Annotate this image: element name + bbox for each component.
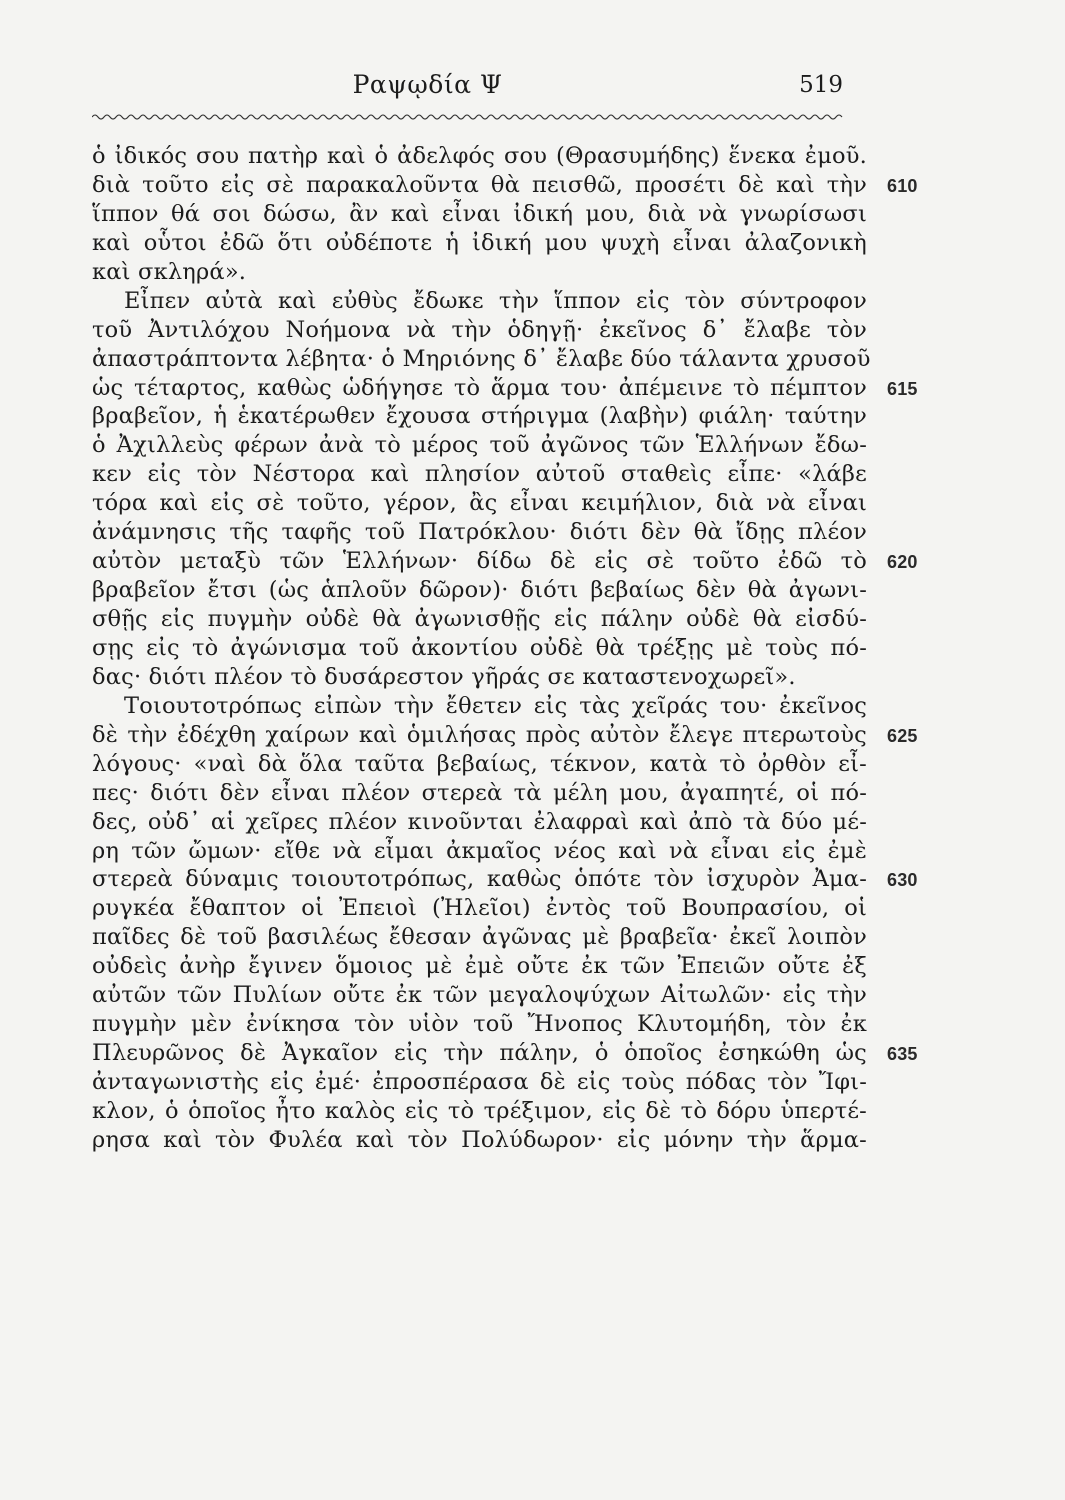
text-line xyxy=(92,952,867,981)
text-line xyxy=(92,663,867,692)
text-line xyxy=(92,489,867,518)
text-line xyxy=(92,634,867,663)
text-line xyxy=(92,1097,867,1126)
text-line xyxy=(92,576,867,605)
text-line xyxy=(92,287,867,316)
text-line xyxy=(92,200,867,229)
text-line-content: πες· διότι δὲν εἶναι πλέον στερεὰ τὰ μέλη μου, ἀγαπητέ, οἱ πό- xyxy=(92,779,867,806)
text-line-content: Πλευρῶνος δὲ Ἀγκαῖον εἰς τὴν πάλην, ὁ ὁποῖος ἐσηκώθη ὡς xyxy=(92,1040,867,1067)
text-line-content: βραβεῖον ἔτσι (ὡς ἁπλοῦν δῶρον)· διότι βεβαίως δὲν θὰ ἀγωνι- xyxy=(92,577,867,604)
text-line-content: Εἶπεν αὐτὰ καὶ εὐθὺς ἔδωκε τὴν ἵππον εἰς τὸν σύντροφον xyxy=(124,287,867,314)
text-line-content: σῃς εἰς τὸ ἀγώνισμα τοῦ ἀκοντίου οὐδὲ θὰ τρέξῃς μὲ τοὺς πό- xyxy=(92,634,867,661)
text-line xyxy=(92,374,918,403)
text-line xyxy=(92,1010,867,1039)
text-line-content: δας· διότι πλέον τὸ δυσάρεστον γῆράς σε καταστενοχωρεῖ». xyxy=(92,663,796,690)
text-line-content: τόρα καὶ εἰς σὲ τοῦτο, γέρον, ἂς εἶναι κειμήλιον, διὰ νὰ εἶναι xyxy=(92,490,867,517)
text-line xyxy=(92,721,918,750)
text-line-content: ἀνάμνησις τῆς ταφῆς τοῦ Πατρόκλου· διότι δὲν θὰ ἴδῃς πλέον xyxy=(92,519,867,546)
text-line xyxy=(92,605,867,634)
text-line-content: Τοιουτοτρόπως εἰπὼν τὴν ἔθετεν εἰς τὰς χεῖράς του· ἐκεῖνος xyxy=(124,692,867,719)
text-line-content: ὁ Ἀχιλλεὺς φέρων ἀνὰ τὸ μέρος τοῦ ἀγῶνος τῶν Ἑλλήνων ἔδω- xyxy=(92,432,867,459)
text-line xyxy=(92,923,867,952)
text-line xyxy=(92,750,867,779)
text-line xyxy=(92,865,918,894)
text-line-content: ὡς τέταρτος, καθὼς ὡδήγησε τὸ ἅρμα του· ἀπέμεινε τὸ πέμπτον xyxy=(92,374,867,401)
text-line xyxy=(92,431,867,460)
text-line xyxy=(92,1039,918,1068)
text-line-content: παῖδες δὲ τοῦ βασιλέως ἔθεσαν ἀγῶνας μὲ βραβεῖα· ἐκεῖ λοιπὸν xyxy=(92,924,867,951)
text-line-content: ἀνταγωνιστὴς εἰς ἐμέ· ἐπροσπέρασα δὲ εἰς τοὺς πόδας τὸν Ἴφι- xyxy=(92,1069,867,1095)
verse-line-number: 625 xyxy=(887,725,918,746)
verse-line-number: 610 xyxy=(887,175,918,196)
text-line xyxy=(92,345,871,374)
text-line-content: διὰ τοῦτο εἰς σὲ παρακαλοῦντα θὰ πεισθῶ, προσέτι δὲ καὶ τὴν xyxy=(92,171,867,198)
text-line-content: κλον, ὁ ὁποῖος ἦτο καλὸς εἰς τὸ τρέξιμον, εἰς δὲ τὸ δόρυ ὑπερτέ- xyxy=(92,1097,867,1124)
text-line xyxy=(92,518,867,547)
text-line-content: καὶ σκληρά». xyxy=(92,258,247,285)
running-head-title: Ραψῳδία Ψ xyxy=(352,70,503,99)
text-line xyxy=(92,460,867,489)
text-line xyxy=(92,981,867,1010)
text-line xyxy=(92,1068,867,1097)
text-line-content: οὐδεὶς ἀνὴρ ἔγινεν ὅμοιος μὲ ἐμὲ οὔτε ἐκ τῶν Ἐπειῶν οὔτε ἐξ xyxy=(92,953,867,980)
page-number: 519 xyxy=(799,72,843,98)
text-line-content: δὲ τὴν ἐδέχθη χαίρων καὶ ὁμιλήσας πρὸς αὐτὸν ἔλεγε πτερωτοὺς xyxy=(92,721,867,748)
text-line xyxy=(92,316,867,345)
text-line-content: αὐτὸν μεταξὺ τῶν Ἑλλήνων· δίδω δὲ εἰς σὲ τοῦτο ἐδῶ τὸ xyxy=(92,548,867,575)
verse-line-number: 630 xyxy=(887,870,918,891)
text-line-content: ρησα καὶ τὸν Φυλέα καὶ τὸν Πολύδωρον· εἰς μόνην τὴν ἅρμα- xyxy=(92,1126,867,1153)
text-line-content: αὐτῶν τῶν Πυλίων οὔτε ἐκ τῶν μεγαλοψύχων Αἰτωλῶν· εἰς τὴν xyxy=(92,982,867,1009)
text-line xyxy=(92,808,867,837)
text-line xyxy=(92,258,867,287)
text-line xyxy=(92,779,867,808)
text-line-content: τοῦ Ἀντιλόχου Νοήμονα νὰ τὴν ὁδηγῇ· ἐκεῖνος δ᾽ ἔλαβε τὸν xyxy=(92,316,867,343)
page-body xyxy=(92,142,918,1155)
text-line-content: ὁ ἰδικός σου πατὴρ καὶ ὁ ἀδελφός σου (Θρασυμήδης) ἕνεκα ἐμοῦ. xyxy=(92,143,867,169)
text-line-content: ρη τῶν ὤμων· εἴθε νὰ εἶμαι ἀκμαῖος νέος καὶ νὰ εἶναι εἰς ἐμὲ xyxy=(92,837,867,864)
text-line-content: ἵππον θά σοι δώσω, ἂν καὶ εἶναι ἰδική μου, διὰ νὰ γνωρίσωσι xyxy=(92,200,867,227)
text-line-content: σθῇς εἰς πυγμὴν οὐδὲ θὰ ἀγωνισθῇς εἰς πάλην οὐδὲ θὰ εἰσδύ- xyxy=(92,606,867,632)
text-line-content: ἀπαστράπτοντα λέβητα· ὁ Μηριόνης δ᾽ ἔλαβε δύο τάλαντα χρυσοῦ xyxy=(92,345,871,372)
text-line-content: πυγμὴν μὲν ἐνίκησα τὸν υἱὸν τοῦ Ἤνοπος Κλυτομήδη, τὸν ἐκ xyxy=(92,1011,867,1038)
text-line-content: βραβεῖον, ἡ ἑκατέρωθεν ἔχουσα στήριγμα (λαβὴν) φιάλη· ταύτην xyxy=(92,403,867,430)
text-line-content: καὶ οὗτοι ἐδῶ ὅτι οὐδέποτε ἡ ἰδική μου ψυχὴ εἶναι ἀλαζονικὴ xyxy=(92,229,867,256)
text-line xyxy=(92,837,867,866)
text-line xyxy=(92,692,867,721)
text-line-content: ρυγκέα ἔθαπτον οἱ Ἐπειοὶ (Ἠλεῖοι) ἐντὸς τοῦ Βουπρασίου, οἱ xyxy=(92,895,867,922)
text-line xyxy=(92,171,918,200)
text-line-content: δες, οὐδ᾽ αἱ χεῖρες πλέον κινοῦνται ἐλαφραὶ καὶ ἀπὸ τὰ δύο μέ- xyxy=(92,808,867,835)
verse-line-number: 620 xyxy=(887,552,918,573)
verse-line-number: 635 xyxy=(887,1044,918,1065)
text-line xyxy=(92,894,867,923)
text-line-content: λόγους· «ναὶ δὰ ὅλα ταῦτα βεβαίως, τέκνον, κατὰ τὸ ὀρθὸν εἶ- xyxy=(92,750,867,777)
text-line-content: κεν εἰς τὸν Νέστορα καὶ πλησίον αὐτοῦ σταθεὶς εἶπε· «λάβε xyxy=(92,461,867,488)
text-line xyxy=(92,142,867,171)
header-wavy-rule xyxy=(92,112,844,122)
text-line-content: στερεὰ δύναμις τοιουτοτρόπως, καθὼς ὁπότε τὸν ἰσχυρὸν Ἀμα- xyxy=(92,866,867,893)
text-line xyxy=(92,402,867,431)
text-line xyxy=(92,547,918,576)
text-line xyxy=(92,1126,867,1155)
text-line xyxy=(92,229,867,258)
verse-line-number: 615 xyxy=(887,378,918,399)
